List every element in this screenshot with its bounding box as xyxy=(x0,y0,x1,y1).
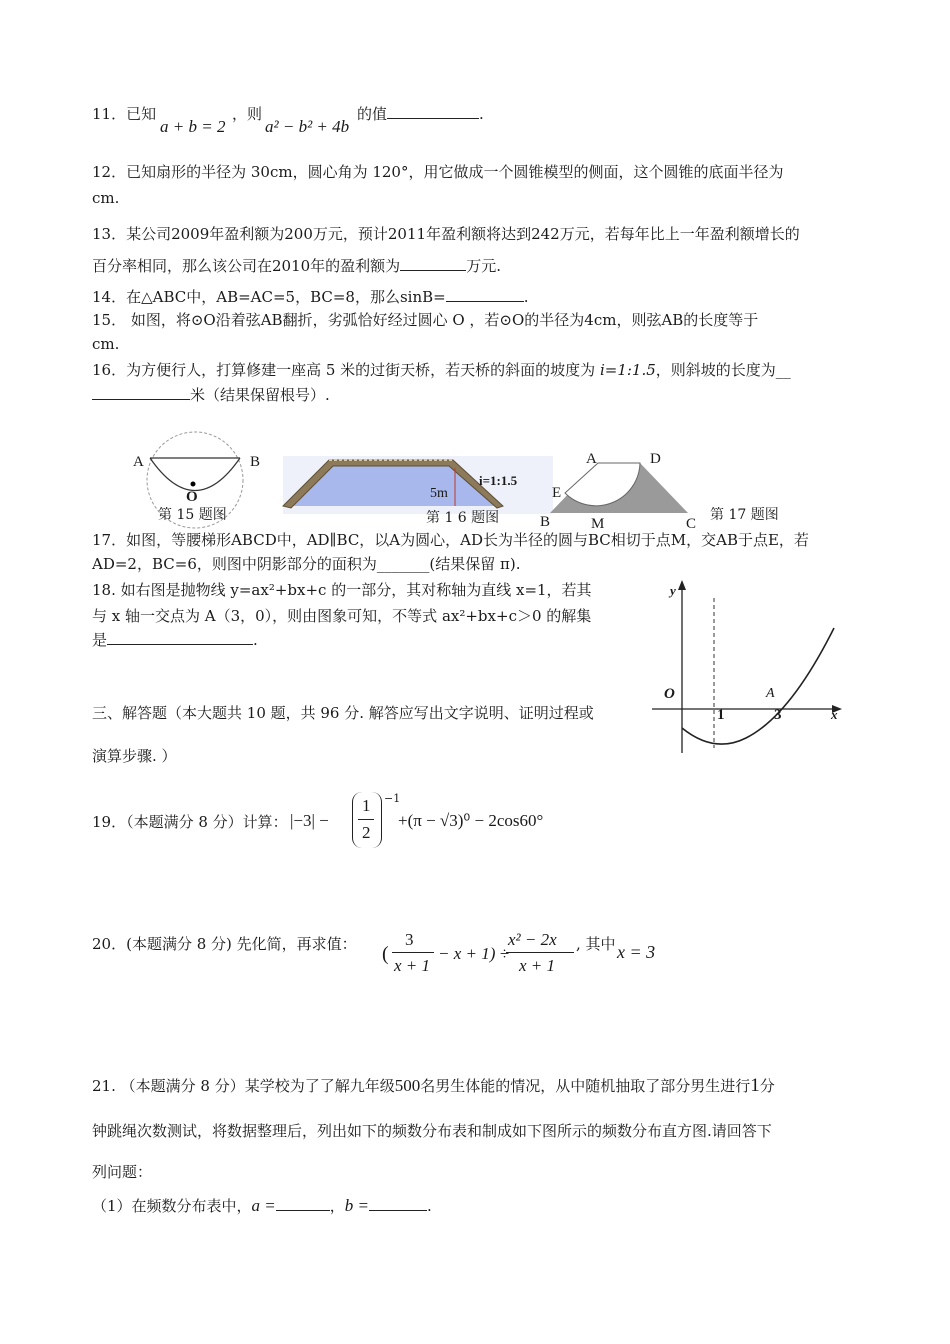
section3-line1: 三、解答题（本大题共 10 题，共 96 分. 解答应写出文字说明、证明过程或 xyxy=(92,704,594,722)
q19-label: 19．（本题满分 8 分）计算： xyxy=(92,813,288,831)
q21-line1: 21. （本题满分 8 分）某学校为了了解九年级500名男生体能的情况，从中随机抽取了部分男生进行1分 xyxy=(92,1075,775,1096)
q14-answer-blank xyxy=(446,287,524,302)
figure-17 xyxy=(538,455,698,517)
fig15-caption: 第 15 题图 xyxy=(158,507,227,523)
q19-half-denominator: 2 xyxy=(362,823,371,842)
graph18-y-label: y xyxy=(670,583,676,598)
q19-exponent: −1 xyxy=(384,792,401,805)
q20-f1-denominator: x + 1 xyxy=(394,956,431,975)
fig17-caption: 第 17 题图 xyxy=(710,507,779,523)
q16-line2: 米（结果保留根号）. xyxy=(92,385,330,405)
q19-fraction-bar xyxy=(358,819,374,820)
q11-text: 已知 xyxy=(126,105,157,123)
fig17-label-e: E xyxy=(552,485,562,501)
q16-answer-blank xyxy=(92,385,190,400)
fig17-label-d: D xyxy=(650,451,661,467)
q21-line2: 钟跳绳次数测试，将数据整理后，列出如下的频数分布表和制成如下图所示的频数分布直方图.请回答下 xyxy=(92,1122,772,1140)
q18-answer-blank xyxy=(107,630,253,645)
graph18-tick-3: 3 xyxy=(774,707,782,723)
q21-n1: 1 xyxy=(750,1075,760,1096)
q15-line2: cm. xyxy=(92,335,120,353)
q21-b-label: b = xyxy=(344,1196,370,1215)
q16-line1: 16．为方便行人，打算修建一座高 5 米的过街天桥，若天桥的斜面的坡度为 i=1:1.5，则斜坡的长度为__ xyxy=(92,361,791,379)
q19-term2: +(π − √3)⁰ − 2cos60° xyxy=(398,811,544,830)
graph-18 xyxy=(650,578,850,758)
q11-post: 的值 . xyxy=(357,105,484,123)
q14: 14．在△ABC中，AB=AC=5，BC=8，那么sinB= . xyxy=(92,288,529,306)
fig16-height-label: 5m xyxy=(430,486,448,501)
fig17-label-b: B xyxy=(540,514,551,530)
fig15-label-b: B xyxy=(250,454,261,470)
q21-line3: 列问题： xyxy=(92,1163,153,1181)
q12-line2: cm. xyxy=(92,189,120,207)
q20-f1-numerator: 3 xyxy=(405,930,414,949)
q11-number: 11． xyxy=(92,105,127,123)
q19-term1: |−3| − xyxy=(290,811,329,830)
q20-f2-denominator: x + 1 xyxy=(519,956,556,975)
q11-expression: a² − b² + 4b xyxy=(265,117,350,136)
fig16-caption: 第 1 6 题图 xyxy=(426,510,500,526)
q20-middle: − x + 1) ÷ xyxy=(438,944,509,963)
q18-line1: 18. 如右图是抛物线 y=ax²+bx+c 的一部分，其对称轴为直线 x=1，若其 xyxy=(92,581,592,599)
section3-line2: 演算步骤. ） xyxy=(92,747,177,765)
question-11 xyxy=(92,104,156,124)
fig15-label-o: O xyxy=(186,489,198,505)
q18-line3: 是 . xyxy=(92,631,258,649)
fig16-slope-label: i=1:1.5 xyxy=(479,473,518,488)
fig17-label-c: C xyxy=(686,516,697,532)
graph18-x-label: x xyxy=(831,707,838,722)
q20-f2-numerator: x² − 2x xyxy=(508,930,557,949)
q20-f2-bar xyxy=(506,952,574,953)
q21-n500: 500 xyxy=(394,1076,421,1095)
q20-open-paren: ( xyxy=(382,943,389,965)
q18-line2: 与 x 轴一交点为 A（3，0），则由图象可知，不等式 ax²+bx+c＞0 的解集 xyxy=(92,607,592,625)
q11-condition: a + b = 2 xyxy=(160,117,226,136)
q13-line1: 13．某公司2009年盈利额为200万元，预计2011年盈利额将达到242万元，若每年比上一年盈利额增长的 xyxy=(92,225,800,243)
q20-value: x = 3 xyxy=(617,942,656,962)
q21-sub1: （1）在频数分布表中，a = ，b = . xyxy=(92,1196,432,1215)
q11-mid: ，则 xyxy=(232,105,263,123)
fig17-label-m: M xyxy=(591,516,605,532)
q17-line1: 17．如图，等腰梯形ABCD中，AD∥BC，以A为圆心，AD长为半径的圆与BC相切于点M，交AB于点E，若 xyxy=(92,531,809,549)
q16-slope: i=1:1.5 xyxy=(599,361,656,379)
graph18-tick-1: 1 xyxy=(717,707,725,723)
q11-answer-blank xyxy=(387,104,479,119)
graph18-a-label: A xyxy=(766,686,775,701)
graph18-origin-label: O xyxy=(664,686,675,702)
q20-f1-bar xyxy=(392,952,434,953)
q21-a-label: a = xyxy=(251,1196,276,1215)
fig17-label-a: A xyxy=(586,451,597,467)
q21-b-blank xyxy=(369,1196,427,1211)
q13-answer-blank xyxy=(400,256,466,271)
q21-a-blank xyxy=(276,1196,330,1211)
q17-line2: AD=2，BC=6，则图中阴影部分的面积为_______(结果保留 π). xyxy=(92,555,521,573)
fig15-label-a: A xyxy=(133,454,144,470)
q12-line1: 12．已知扇形的半径为 30cm，圆心角为 120°，用它做成一个圆锥模型的侧面，这个圆锥的底面半径为 xyxy=(92,163,784,181)
q13-line2: 百分率相同，那么该公司在2010年的盈利额为 万元. xyxy=(92,257,501,275)
q20-label: 20．(本题满分 8 分) 先化简，再求值： xyxy=(92,935,357,953)
q15-line1: 15． 如图，将⊙O沿着弦AB翻折，劣弧恰好经过圆心 O ，若⊙O的半径为4cm，则弦AB的长度等于 xyxy=(92,311,759,329)
q20-where: , 其中 xyxy=(576,935,616,953)
q19-half-numerator: 1 xyxy=(362,796,371,815)
